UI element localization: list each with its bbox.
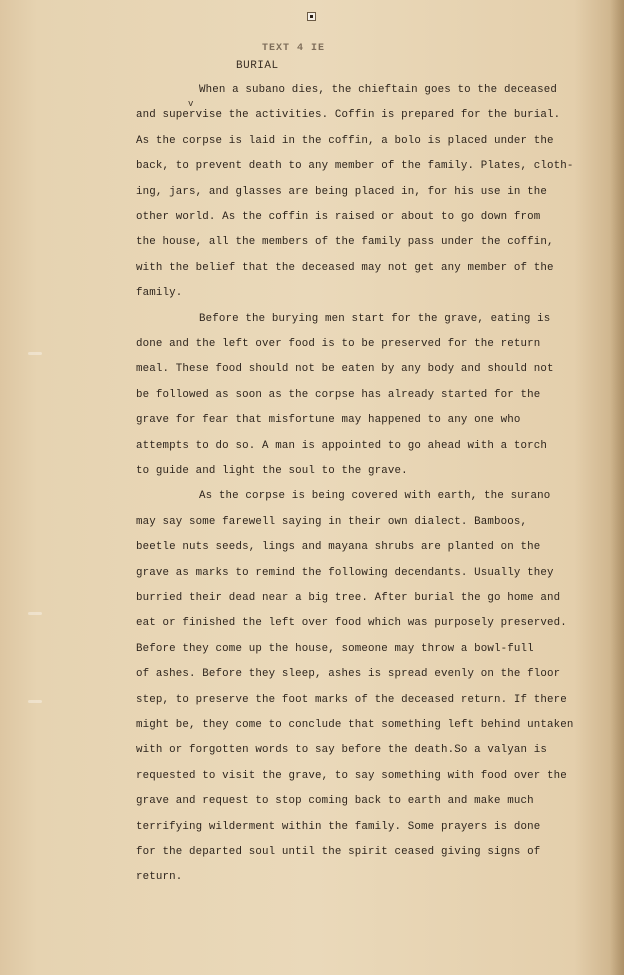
text-line: When a subano dies, the chieftain goes to the deceased — [199, 84, 557, 96]
text-line: ing, jars, and glasses are being placed in, for his use in the — [136, 185, 548, 198]
page-header: TEXT 4 IE — [262, 43, 326, 54]
text-line: grave and request to stop coming back to earth and make much — [136, 795, 534, 808]
text-line: with the belief that the deceased may not get any member of the — [136, 261, 554, 274]
section-title: BURIAL — [236, 60, 279, 72]
text-line: eat or finished the left over food which was purposely preserved. — [136, 617, 567, 630]
text-line: meal. These food should not be eaten by any body and should not — [136, 363, 554, 376]
text-line: back, to prevent death to any member of the family. Plates, cloth- — [136, 160, 574, 173]
text-line: grave as marks to remind the following decendants. Usually they — [136, 566, 554, 579]
text-line: other world. As the coffin is raised or about to go down from — [136, 211, 541, 223]
text-line: and supervise the activities. Coffin is prepared for the burial. — [136, 109, 561, 122]
text-line: burried their dead near a big tree. After burial the go home and — [136, 592, 561, 604]
text-line: beetle nuts seeds, lings and mayana shrubs are planted on the — [136, 541, 541, 554]
text-line: requested to visit the grave, to say something with food over the — [136, 769, 567, 782]
paper-mark — [28, 352, 42, 355]
text-line: Before they come up the house, someone may throw a bowl-full — [136, 642, 534, 655]
paper-mark — [28, 700, 42, 703]
text-line: be followed as soon as the corpse has already started for the — [136, 388, 541, 401]
binding-hole-icon — [307, 12, 316, 21]
text-line: for the departed soul until the spirit ceased giving signs of — [136, 846, 541, 858]
text-line: to guide and light the soul to the grave. — [136, 465, 408, 477]
text-line: grave for fear that misfortune may happened to any one who — [136, 414, 521, 427]
text-line: return. — [136, 871, 183, 884]
text-line: of ashes. Before they sleep, ashes is spread evenly on the floor — [136, 668, 561, 681]
text-line: step, to preserve the foot marks of the deceased return. If there — [136, 693, 567, 706]
text-line: might be, they come to conclude that something left behind untaken — [136, 719, 574, 731]
text-line: terrifying wilderment within the family. Some prayers is done — [136, 820, 541, 833]
text-line: As the corpse is laid in the coffin, a bolo is placed under the — [136, 134, 554, 147]
text-line: the house, all the members of the family pass under the coffin, — [136, 236, 554, 249]
text-line: Before the burying men start for the grave, eating is — [199, 312, 551, 325]
text-line: may say some farewell saying in their own dialect. Bamboos, — [136, 515, 528, 528]
text-line: attempts to do so. A man is appointed to go ahead with a torch — [136, 439, 548, 452]
text-line: family. — [136, 287, 183, 300]
paper-mark — [28, 612, 42, 615]
text-line: done and the left over food is to be preserved for the return — [136, 338, 541, 350]
text-line: with or forgotten words to say before the death.So a valyan is — [136, 744, 548, 757]
handwritten-insertion-mark: v — [188, 99, 194, 109]
text-line: As the corpse is being covered with earth, the surano — [199, 490, 551, 503]
